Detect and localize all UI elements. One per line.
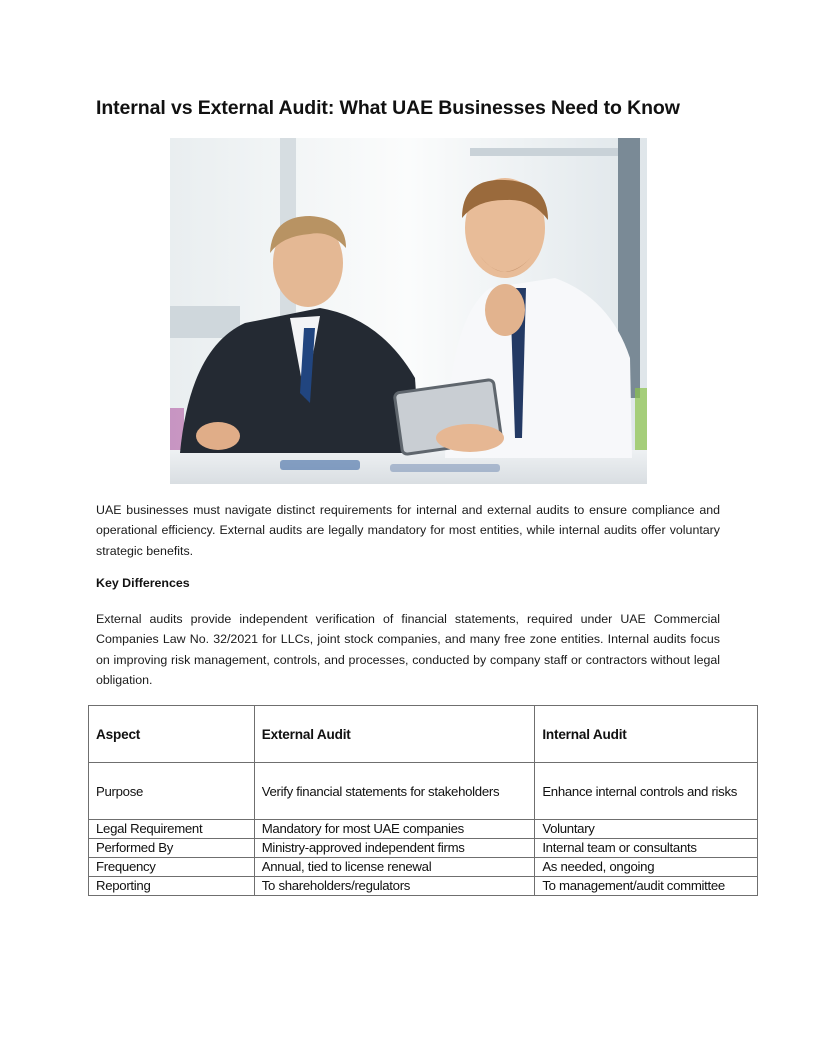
section-paragraph: External audits provide independent verification of financial statements, required under UAE Commercial Companies Law No. 32/2021 for LLCs, joint stock companies, and many free zone entities. Internal audits focus on improving risk management, controls, and processes, conducted by company staff or contractors without legal obligation. (96, 612, 720, 688)
table-cell: Purpose (89, 763, 255, 820)
table-cell: Ministry-approved independent firms (254, 839, 535, 858)
business-meeting-photo (170, 138, 647, 484)
table-cell: Frequency (89, 858, 255, 877)
table-row (89, 877, 758, 896)
table-row (89, 763, 758, 820)
section-heading: Key Differences (96, 576, 190, 590)
page-title: Internal vs External Audit: What UAE Businesses Need to Know (96, 97, 680, 119)
table-cell: Reporting (89, 877, 255, 896)
table-header-row (89, 706, 758, 763)
table-cell: Performed By (89, 839, 255, 858)
table-cell: Legal Requirement (89, 820, 255, 839)
table-cell: Mandatory for most UAE companies (254, 820, 535, 839)
table-cell: Voluntary (535, 820, 758, 839)
table-cell: To management/audit committee (535, 877, 758, 896)
header-external-audit: External Audit (254, 706, 535, 763)
table-row (89, 839, 758, 858)
table-cell: Verify financial statements for stakeholders (254, 763, 535, 820)
table-cell: Internal team or consultants (535, 839, 758, 858)
table-cell: As needed, ongoing (535, 858, 758, 877)
intro-paragraph: UAE businesses must navigate distinct requirements for internal and external audits to ensure compliance and operational efficiency. External audits are legally mandatory for most entities, while internal audits offer voluntary strategic benefits. (96, 503, 720, 558)
header-aspect: Aspect (89, 706, 255, 763)
table-cell: Enhance internal controls and risks (535, 763, 758, 820)
table-cell: To shareholders/regulators (254, 877, 535, 896)
comparison-table (88, 705, 758, 896)
table-row (89, 858, 758, 877)
table-row (89, 820, 758, 839)
header-internal-audit: Internal Audit (535, 706, 758, 763)
table-cell: Annual, tied to license renewal (254, 858, 535, 877)
